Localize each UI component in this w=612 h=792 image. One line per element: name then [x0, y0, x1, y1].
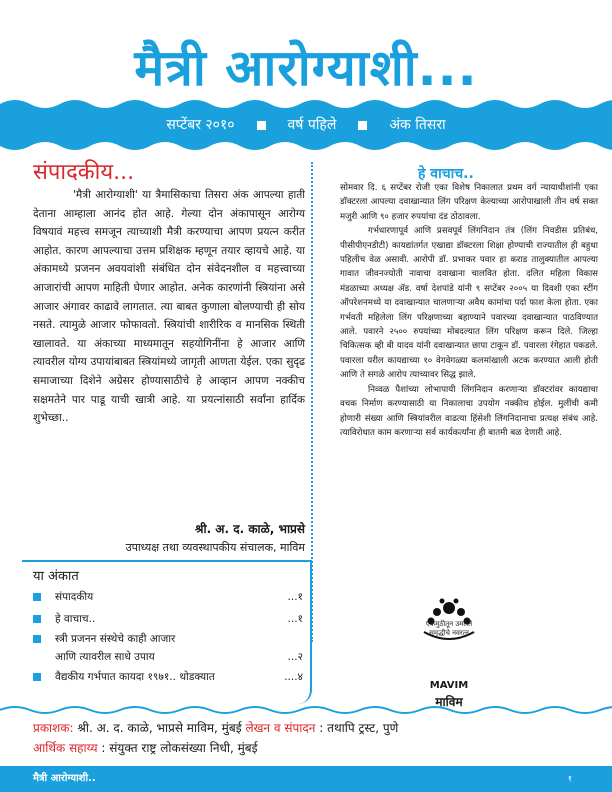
editorial-body: 'मैत्री आरोग्याशी' या त्रैमासिकाचा तिसरा अंक आपल्या हाती देताना आम्हाला आनंद होत आहे. गेल्या दोन अंकापासून आरोग्य विषयावं महत्त्व समजून त्याच्याशी मैत्री करण्याचा आपण प्रयत्न करीत आहोत. कारण आपल्याचा उत्तम प्रशिक्षक म्हणून तयार व्हायचे आहे. या अंकामध्ये प्रजनन अवयवांशी संबंधित दोन संवेदनशील व महत्त्वाच्या आजारांची आपण माहिती घेणार आहोत. अनेक कारणांनी स्त्रियांना असे आजार अंगावर काढावे लागतात. त्या बाबत कुणाला बोलण्याची ही सोय नसते. त्यामुळे आजार फोफावतो. स्त्रियांची शारीरिक व मानसिक स्थिती खालावते. या अंकाच्या माध्यमातून सहयोगिनींना हे आजार आणि त्यावरील योग्य उपायांबाबत स्त्रियांमध्ये जागृती आणता येईल. एका सुदृढ समाजाच्या दिशेने अग्रेसर होण्यासाठीचे हे आव्हान आपण नक्कीच सक्षमतेने पार पाडू याची खात्री आहे. या प्रयत्नांसाठी सर्वांना हार्दिक शुभेच्छा..	[33, 189, 305, 425]
page-number: १	[567, 774, 572, 783]
read-this-paragraph: गर्भधारणापूर्व आणि प्रसवपूर्व लिंगनिदान तंत्र (लिंग निवडीस प्रतिबंध, पीसीपीएनडीटी) कायद्यांतर्गत एखाद्या डॉक्टरला शिक्षा होण्याची राज्यातील ही बहुधा पहिलीच वेळ असावी. आरोपी डॉ. प्रभाकर पवार हा कराड तालुक्यातील आपल्या गावात जीवनज्योती नावाचा दवाखाना चालवित होता. दलित महिला विकास मंडळाच्या अध्यक्ष ॲड. वर्षा देशपांडे यांनी ९ सप्टेंबर २००५ या दिवशी एका स्टींग ऑपरेशनमध्ये या दवाखान्यात चालणाऱ्या अवैध कामांचा पर्दा फाश केला होता. एका गर्भवती महिलेला लिंग परिक्षणाच्या बहाण्याने पवारच्या दवाखान्यात पाठविण्यात आले. पवारने २५०० रुपयांच्या मोबदल्यात लिंग परिक्षण करून दिले. जिल्हा चिकित्सक व्ही बी यादव यांनी दवाखान्यात छापा टाकून डॉ. पवारला रंगेहात पकडले. पवारला यरील कायद्याच्या १० वेगवेगळ्या कलमांखाली अटक करण्यात आली होती आणि ते सगळे आरोप त्याच्यावर सिद्ध झाले.	[340, 226, 598, 381]
toc-item[interactable]	[33, 590, 303, 604]
editorial-role: उपाध्यक्ष तथा व्यवस्थापकीय संचालक, माविम	[125, 541, 305, 554]
toc-title: हे वाचाच..	[55, 613, 96, 625]
toc-page: ...१	[287, 591, 303, 603]
finance-line	[33, 739, 258, 756]
square-bullet-icon	[33, 673, 41, 681]
toc-item[interactable]	[33, 612, 303, 626]
read-this-body	[340, 181, 598, 440]
toc-page: ...२	[287, 651, 303, 663]
issue-year: वर्ष पहिले	[287, 117, 337, 133]
issue-info-bar	[0, 110, 612, 140]
read-this-paragraph: निव्वळ पैशांच्या लोभापायी लिंगनिदान करणाऱ्या डॉक्टरांवर कायद्याचा वचक निर्माण करण्यासाठी या निकालाचा उपयोग नक्कीच होईल. मुलींची कमी होणारी संख्या आणि स्त्रियांवरील वाढत्या हिंसेशी लिंगनिदानाचा प्रत्यक्ष संबंध आहे. त्याविरोधात काम करणाऱ्या सर्व कार्यकर्त्यांना ही बातमी बळ देणारी आहे.	[340, 384, 598, 438]
logo-name-marathi: माविम	[435, 695, 463, 709]
contents-heading: या अंकात	[33, 569, 79, 584]
square-bullet-icon	[358, 121, 367, 130]
square-bullet-icon	[257, 121, 266, 130]
read-this-paragraph: सोमवार दि. ६ सप्टेंबर रोजी एका विशेष निकालात प्रथम वर्ग न्यायाधीशांनी एका डॉक्टरला आपल्या दवाखान्यात लिंग परिक्षण केल्याच्या आरोपाखाली तीन वर्ष सक्त मजुरी आणि ९० हजार रुपयांचा दंड ठोठावला.	[340, 183, 598, 222]
masthead-title: मैत्री आरोग्याशी...	[134, 39, 478, 97]
square-bullet-icon	[33, 593, 41, 601]
info-bar-wave-decoration	[0, 140, 612, 154]
writing-label: लेखन व संपादन	[245, 721, 316, 735]
footer-title: मैत्री आरोग्याशी..	[33, 773, 96, 784]
square-bullet-icon	[33, 635, 41, 643]
toc-title: आणि त्यावरील साधे उपाय	[55, 651, 155, 663]
finance-value: : संयुक्त राष्ट्र लोकसंख्या निधी, मुंबई	[101, 741, 258, 755]
publisher-value: श्री. अ. द. काळे, भाप्रसे माविम, मुंबई	[77, 721, 242, 735]
logo-motto: एकमुठीतून उमलते समृद्धीचे नवरत्न	[425, 620, 473, 637]
footer-bar	[0, 766, 612, 792]
toc-page: ....४	[284, 671, 303, 683]
writing-value: : तथापि ट्रस्ट, पुणे	[319, 721, 399, 735]
toc-item[interactable]	[33, 670, 303, 684]
publisher-label: प्रकाशक:	[33, 721, 74, 735]
editorial-signature: श्री. अ. द. काळे, भाप्रसे	[194, 522, 305, 536]
finance-label: आर्थिक सहाय्य	[33, 741, 98, 755]
editorial-heading: संपादकीय...	[33, 160, 135, 185]
toc-title: स्त्री प्रजनन संस्थेचे काही आजार	[55, 633, 176, 645]
issue-month: सप्टेंबर २०१०	[166, 117, 235, 133]
publisher-line	[33, 719, 398, 736]
toc-page: ...१	[287, 613, 303, 625]
square-bullet-icon	[33, 615, 41, 623]
toc-title: वैद्यकीय गर्भपात कायदा १९७१.. थोडक्यात	[55, 671, 215, 683]
toc-item-continued	[33, 650, 303, 664]
toc-title: संपादकीय	[55, 591, 94, 603]
read-this-heading: हे वाचाच..	[418, 166, 474, 182]
toc-item[interactable]	[33, 632, 303, 646]
footer-wave-decoration	[0, 704, 612, 716]
masthead-wave-decoration	[0, 96, 612, 110]
logo-name-english: MAVIM	[429, 680, 469, 691]
issue-number: अंक तिसरा	[389, 117, 446, 133]
